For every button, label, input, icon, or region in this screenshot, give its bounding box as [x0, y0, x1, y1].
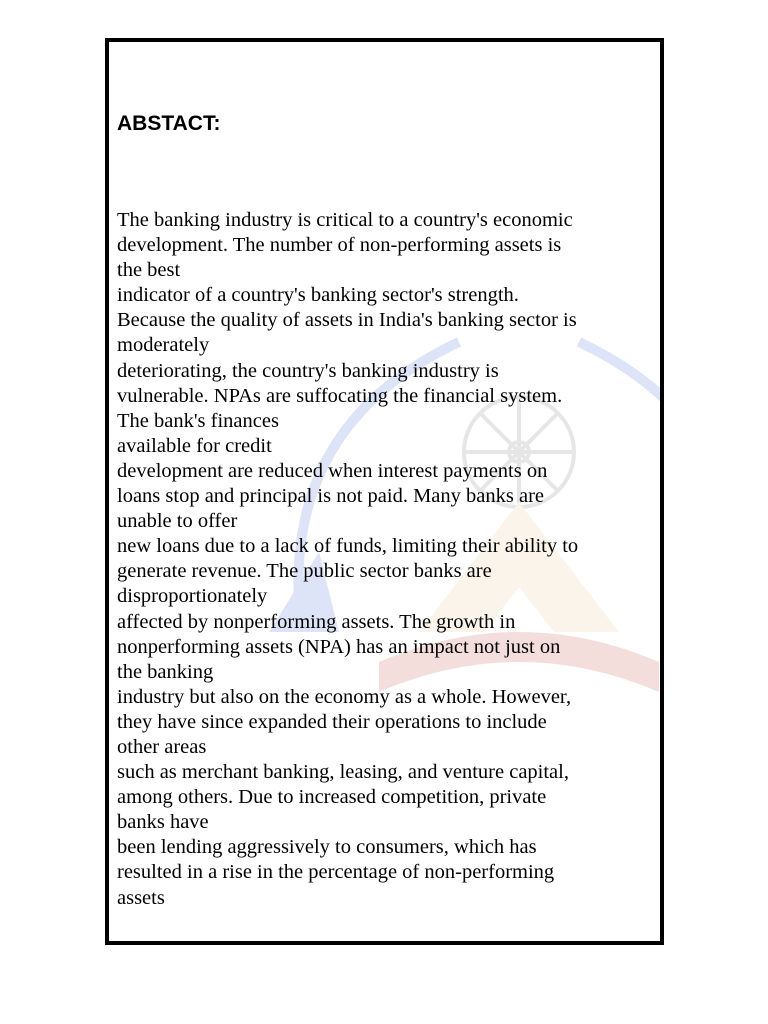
text-line: development. The number of non-performing assets is [117, 234, 562, 257]
text-line: affected by nonperforming assets. The growth in [117, 610, 516, 633]
text-line: industry but also on the economy as a whole. However, [117, 685, 572, 708]
text-line: banks have [117, 811, 209, 834]
text-line: The banking industry is critical to a country's economic [117, 209, 573, 231]
text-line: such as merchant banking, leasing, and venture capital, [117, 761, 569, 784]
text-line: loans stop and principal is not paid. Many banks are [117, 485, 544, 508]
text-line: disproportionately [117, 585, 268, 608]
text-line: available for credit [117, 434, 272, 457]
text-line: among others. Due to increased competition, private [117, 786, 547, 809]
text-line: they have since expanded their operations to include [117, 710, 547, 733]
text-line: other areas [117, 735, 207, 758]
text-line: indicator of a country's banking sector's strength. [117, 284, 519, 307]
text-line: assets [117, 886, 165, 909]
text-line: deteriorating, the country's banking industry is [117, 359, 499, 382]
abstract-body [117, 208, 657, 911]
text-line: been lending aggressively to consumers, which has [117, 836, 537, 859]
text-line: new loans due to a lack of funds, limiting their ability to [117, 535, 579, 558]
text-line: unable to offer [117, 510, 238, 533]
text-line: nonperforming assets (NPA) has an impact not just on [117, 635, 561, 658]
text-line: moderately [117, 334, 210, 357]
text-line: generate revenue. The public sector banks are [117, 560, 492, 583]
abstract-heading: ABSTACT: [117, 112, 221, 135]
text-line: vulnerable. NPAs are suffocating the financial system. [117, 384, 563, 407]
text-line: the best [117, 259, 181, 282]
text-line: The bank's finances [117, 409, 279, 432]
text-line: Because the quality of assets in India's banking sector is [117, 309, 577, 332]
text-line: resulted in a rise in the percentage of non-performing [117, 861, 555, 884]
document-page [105, 38, 664, 945]
text-line: the banking [117, 660, 214, 683]
text-line: development are reduced when interest payments on [117, 459, 548, 482]
